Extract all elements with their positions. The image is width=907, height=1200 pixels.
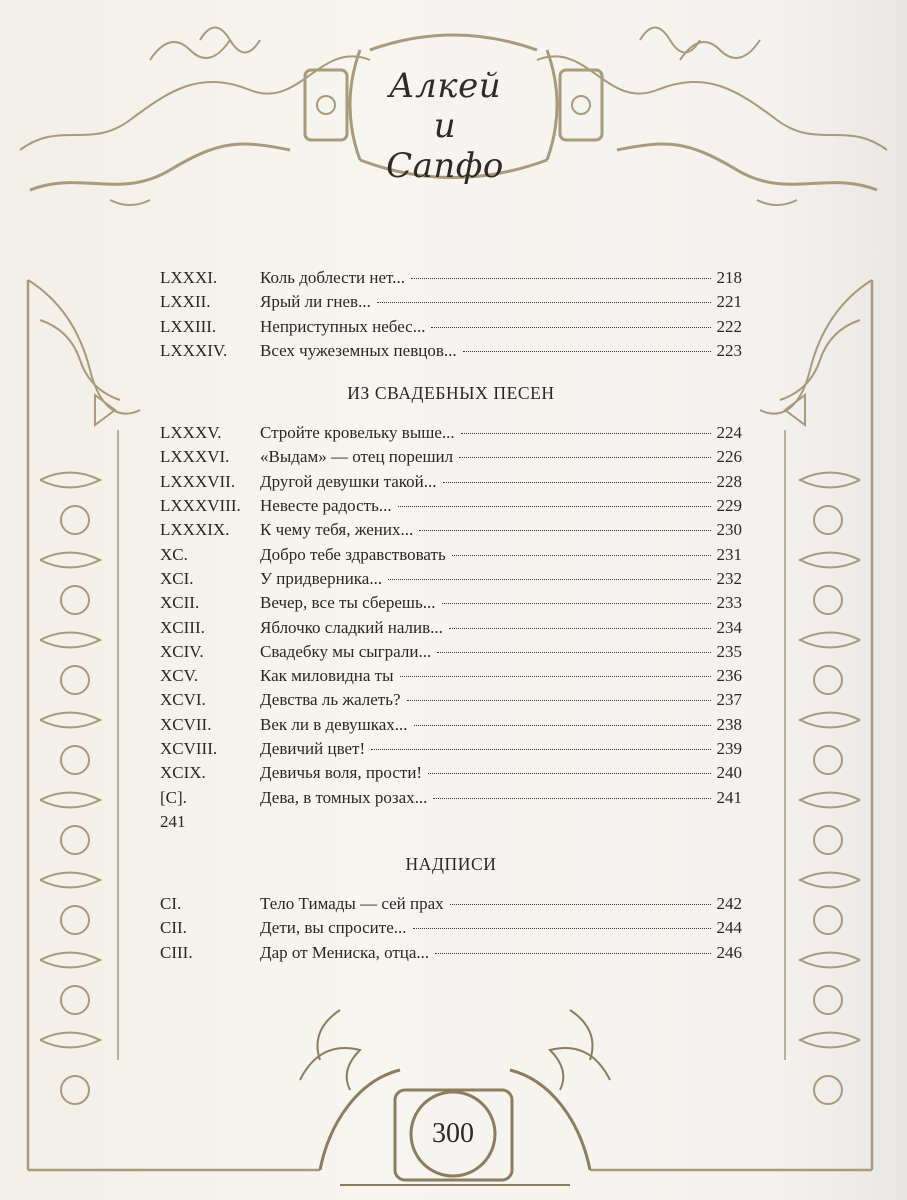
poem-title: Свадебку мы сыграли... [260,641,432,661]
poem-number: LXXXIX. [160,520,230,540]
toc-row [160,892,742,916]
toc-row [160,713,742,737]
poem-title: Добро тебе здравствовать [260,544,446,564]
dot-leader [461,432,711,434]
page-ref: 232 [716,568,742,588]
toc-row [160,518,742,542]
page-ref: 230 [716,520,742,540]
poem-number: [C]. [160,787,187,807]
toc-link[interactable] [260,591,742,615]
toc-link[interactable] [260,494,742,518]
dot-leader [459,456,710,458]
dot-leader [419,529,710,531]
poem-title: Ярый ли гнев... [260,292,371,312]
poem-number: LXXII. [160,292,211,312]
dot-leader [407,699,711,701]
toc-link[interactable] [260,616,742,640]
page-ref: 238 [716,714,742,734]
page-ref: 242 [716,893,742,913]
dot-leader [443,481,711,483]
poem-title: Дар от Мениска, отца... [260,942,430,962]
toc-row [160,761,742,785]
poem-number: XCVII. [160,714,212,734]
poem-number: LXXXI. [160,268,218,287]
poem-title: Век ли в девушках... [260,714,408,734]
title-line-2: и Сапфо [386,106,504,186]
toc-link[interactable] [260,688,742,712]
stray-page-number: 241 [160,811,186,831]
toc-row [160,290,742,314]
poem-number: CII. [160,918,187,938]
poem-number: LXXIII. [160,316,217,336]
dot-leader [414,724,711,726]
dot-leader [398,505,711,507]
page-ref: 237 [716,690,742,710]
page-ref: 244 [716,918,742,938]
toc-link[interactable] [260,892,742,916]
page-ref: 236 [716,666,742,686]
toc-link[interactable] [260,761,742,785]
page-ref: 229 [716,496,742,516]
toc-row [160,640,742,664]
page-ref: 233 [716,593,742,613]
page-ref: 223 [716,340,742,360]
page-ref: 239 [716,739,742,759]
toc-link[interactable] [260,713,742,737]
poem-number: LXXXVI. [160,447,230,467]
section-title-wedding-songs: ИЗ СВАДЕБНЫХ ПЕСЕН [347,383,555,404]
dot-leader [400,675,711,677]
poem-title: У придверника... [260,568,383,588]
toc-row [160,664,742,688]
toc-row [160,916,742,940]
toc-link[interactable] [260,518,742,542]
toc-link[interactable] [260,421,742,445]
poem-number: CIII. [160,942,193,962]
toc-row [160,737,742,761]
page-number: 300 [432,1118,474,1149]
book-title [370,66,520,186]
dot-leader [437,651,710,653]
section-title-inscriptions: НАДПИСИ [405,853,497,874]
poem-title: Тело Тимады — сей прах [260,893,444,913]
toc-row [160,567,742,591]
toc-row [160,315,742,339]
page-ref: 226 [716,447,742,467]
footer-griffin-ornament [300,1010,610,1185]
toc-link[interactable] [260,339,742,363]
dot-leader [452,554,711,556]
page-ref: 246 [716,942,742,962]
toc-link[interactable] [260,315,742,339]
dot-leader [449,627,711,629]
toc-row [160,786,742,810]
toc-row [160,339,742,363]
page-ref: 231 [716,544,742,564]
page-ref: 222 [716,316,742,336]
poem-title: Девичья воля, прости! [260,763,423,783]
dot-leader [371,748,710,750]
poem-number: XCVI. [160,690,206,710]
poem-number: XCIV. [160,641,204,661]
title-line-1: Алкей [388,66,502,106]
toc-row [160,445,742,469]
poem-title: Девичий цвет! [260,739,366,759]
poem-number: XCIII. [160,617,205,637]
dot-leader [428,772,710,774]
toc-link[interactable] [260,664,742,688]
poem-number: LXXXV. [160,423,222,443]
toc-row [160,470,742,494]
poem-number: LXXXVIII. [160,496,241,516]
toc-link[interactable] [260,470,742,494]
poem-title: Девства ль жалеть? [260,690,401,710]
poem-title: Всех чужеземных певцов... [260,340,457,360]
poem-title: Коль доблести нет... [260,268,405,287]
dot-leader [377,301,711,303]
dot-leader [450,903,711,905]
dot-leader [413,927,711,929]
toc-link[interactable] [260,543,742,567]
page-ref: 218 [716,268,742,287]
page-ref: 241 [716,787,742,807]
dot-leader [431,326,710,328]
toc-link[interactable] [260,786,742,810]
toc-row [160,616,742,640]
dot-leader [442,602,711,604]
poem-title: Другой девушки такой... [260,471,437,491]
poem-title: Как миловидна ты [260,666,394,686]
toc-link[interactable] [260,266,742,290]
poem-number: XCVIII. [160,739,218,759]
toc-row [160,543,742,567]
page-ref: 234 [716,617,742,637]
table-of-contents [160,266,742,965]
page-ref: 240 [716,763,742,783]
toc-link[interactable] [260,445,742,469]
toc-link[interactable] [260,567,742,591]
dot-leader [433,797,710,799]
toc-row [160,266,742,290]
poem-title: Неприступных небес... [260,316,426,336]
page-ref: 235 [716,641,742,661]
page-ref: 228 [716,471,742,491]
dot-leader [435,952,710,954]
poem-number: XCI. [160,568,194,588]
toc-row [160,941,742,965]
dot-leader [388,578,710,580]
poem-number: XCV. [160,666,198,686]
poem-title: К чему тебя, жених... [260,520,414,540]
poem-title: Дети, вы спросите... [260,918,407,938]
dot-leader [463,350,711,352]
page-ref: 221 [716,292,742,312]
poem-number: XCII. [160,593,200,613]
poem-number: XCIX. [160,763,206,783]
poem-title: Вечер, все ты сберешь... [260,593,436,613]
dot-leader [411,277,711,279]
poem-number: CI. [160,893,182,913]
poem-title: Яблочко сладкий налив... [260,617,443,637]
toc-row [160,688,742,712]
poem-title: «Выдам» — отец порешил [260,447,454,467]
poem-title: Стройте кровельку выше... [260,423,455,443]
poem-number: XC. [160,544,188,564]
toc-row [160,421,742,445]
toc-link[interactable] [260,916,742,940]
poem-title: Невесте радость... [260,496,392,516]
page-ref: 224 [716,423,742,443]
poem-number: LXXXVII. [160,471,236,491]
toc-row [160,591,742,615]
poem-title: Дева, в томных розах... [260,787,428,807]
poem-number: LXXXIV. [160,340,228,360]
toc-row [160,494,742,518]
toc-link[interactable] [260,941,742,965]
toc-link[interactable] [260,737,742,761]
toc-link[interactable] [260,290,742,314]
toc-link[interactable] [260,640,742,664]
